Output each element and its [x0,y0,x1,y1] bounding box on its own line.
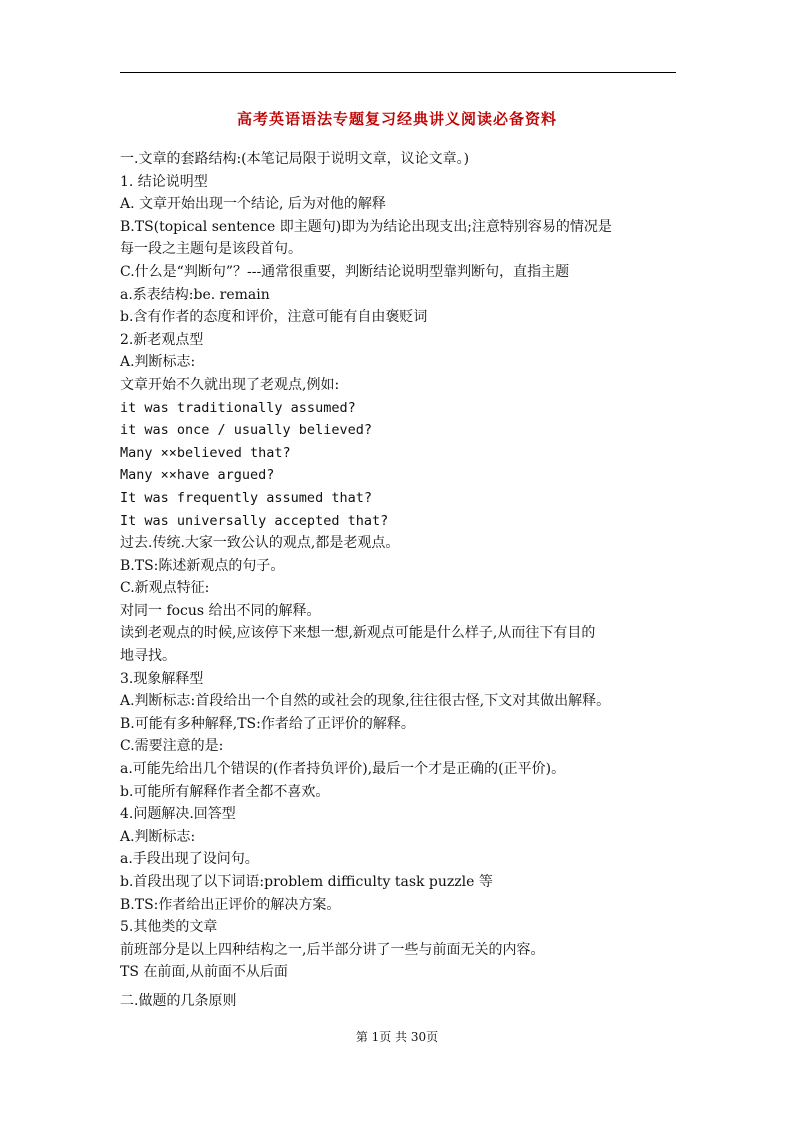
text-line: 对同一 focus 给出不同的解释。 [120,602,321,619]
text-line: B.TS:作者给出正评价的解决方案。 [120,896,341,913]
text-line: 一.文章的套路结构:(本笔记局限于说明文章，议论文章。) [120,151,470,167]
text-line: 2.新老观点型 [120,331,204,348]
english-example-line: it was once / usually believed? [120,422,372,439]
text-line: b.可能所有解释作者全都不喜欢。 [120,783,330,800]
text-line: 地寻找。 [120,648,176,665]
text-line: TS 在前面,从前面不从后面 [120,964,288,981]
text-line: A.判断标志: [120,354,196,371]
english-example-line: It was universally accepted that? [120,512,389,529]
page-footer: 第 1页 共 30页 [355,1030,439,1044]
section-heading: 二.做题的几条原则 [120,993,237,1009]
english-example-line: Many ××believed that? [120,444,291,461]
text-line: a.手段出现了设问句。 [120,851,259,868]
english-example-line: It was frequently assumed that? [120,489,372,506]
text-line: 过去.传统.大家一致公认的观点,都是老观点。 [120,535,400,552]
text-line: B.TS:陈述新观点的句子。 [120,557,285,574]
text-line: A.判断标志: [120,828,196,845]
text-line: C.新观点特征: [120,580,210,597]
text-line: a.系表结构:be. remain [120,286,270,303]
text-line: b.含有作者的态度和评价，注意可能有自由褒贬词 [120,309,428,326]
text-line: 1. 结论说明型 [120,173,208,190]
text-line: a.可能先给出几个错误的(作者持负评价),最后一个才是正确的(正平价)。 [120,761,566,778]
text-line: 3.现象解释型 [120,670,204,687]
text-line: A. 文章开始出现一个结论, 后为对他的解释 [120,196,386,213]
text-line: b.首段出现了以下词语:problem difficulty task puzzle 等 [120,874,493,890]
text-line: 前班部分是以上四种结构之一,后半部分讲了一些与前面无关的内容。 [120,941,545,958]
text-line: 文章开始不久就出现了老观点,例如: [120,376,340,393]
text-line: 读到老观点的时候,应该停下来想一想,新观点可能是什么样子,从而往下有目的 [120,625,596,642]
document-body [120,148,690,984]
text-line: B.TS(topical sentence 即主题句)即为为结论出现支出;注意特别容易的情况是 [120,218,612,235]
text-line: C.需要注意的是: [120,738,224,755]
english-example-line: Many ××have argued? [120,467,275,484]
header-rule [120,72,676,73]
english-example-line: it was traditionally assumed? [120,399,356,416]
text-line: B.可能有多种解释,TS:作者给了正评价的解释。 [120,715,415,732]
text-line: 5.其他类的文章 [120,919,218,936]
text-line: 4.问题解决.回答型 [120,806,236,823]
text-line: 每一段之主题句是该段首句。 [120,241,302,258]
document-title: 高考英语语法专题复习经典讲义阅读必备资料 [236,110,557,128]
text-line: C.什么是“判断句”？---通常很重要，判断结论说明型靠判断句，直指主题 [120,263,570,280]
text-line: A.判断标志:首段给出一个自然的或社会的现象,往往很古怪,下文对其做出解释。 [120,693,611,710]
